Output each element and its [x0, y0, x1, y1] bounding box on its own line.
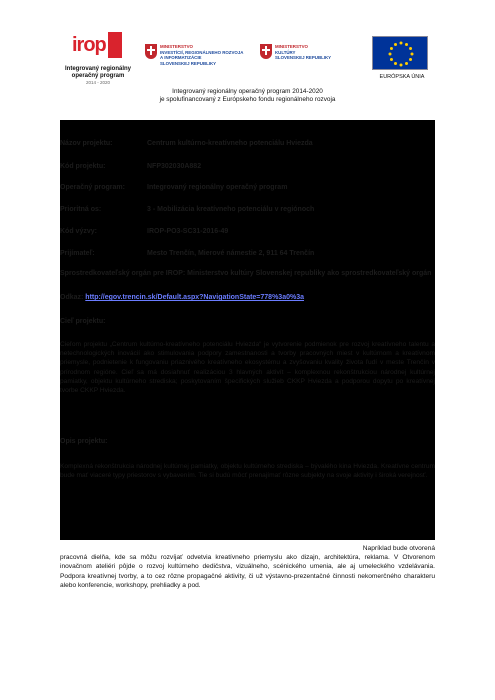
description-text: Komplexná rekonštrukcia národnej kultúrnej pamiatky, objektu kultúrneho strediska – bývalého kina Hviezda. Kreatívne centrum bude mať viaceré typy priestorov s vybavením. Tie si budú môcť prenajímať rôzne subjekty na svoje aktivity i široká verejnosť. [60, 463, 435, 480]
eu-star-icon [389, 53, 392, 56]
project-link[interactable]: http://egov.trencin.sk/Default.aspx?NavigationState=778%3a0%3a [85, 294, 304, 301]
field-label-project-name: Názov projektu: [60, 140, 113, 147]
eu-star-icon [390, 47, 393, 50]
field-label-program: Operačný program: [60, 184, 125, 191]
eu-star-icon [394, 43, 397, 46]
irop-mark [62, 30, 134, 60]
ministry1-line3: A INFORMATIZÁCIE [160, 55, 202, 60]
irop-logo [62, 30, 134, 85]
eu-flag-icon [372, 36, 428, 70]
ministry1-line1: MINISTERSTVO [160, 44, 193, 49]
cofinancing-line1: Integrovaný regionálny operačný program 2014-2020 [172, 88, 323, 95]
goal-heading: Cieľ projektu: [60, 318, 106, 325]
logo-strip [62, 30, 437, 92]
field-label-project-code: Kód projektu: [60, 163, 106, 170]
field-value-program: Integrovaný regionálny operačný program [147, 184, 288, 191]
field-value-priority-axis: 3 - Mobilizácia kreatívneho potenciálu v regiónoch [147, 206, 315, 213]
eu-star-icon [390, 58, 393, 61]
link-label: Odkaz: [60, 294, 84, 301]
description-heading: Opis projektu: [60, 438, 108, 445]
irop-name-line2: operačný program [71, 73, 125, 79]
slovak-crest-icon [145, 44, 157, 59]
eu-star-icon [409, 58, 412, 61]
link-row [60, 294, 304, 301]
ministry2-line3: SLOVENSKEJ REPUBLIKY [275, 55, 332, 60]
field-value-call-code: IROP-PO3-SC31-2016-49 [147, 228, 229, 235]
irop-name-line1: Integrovaný regionálny [64, 66, 131, 72]
cofinancing-note [0, 88, 495, 104]
ministry1-line4: SLOVENSKEJ REPUBLIKY [160, 60, 217, 66]
eu-star-icon [411, 53, 414, 56]
irop-years: 2014 - 2020 [85, 80, 111, 85]
managing-body: Sprostredkovateľský orgán pre IROP: Ministerstvo kultúry Slovenskej republiky ako sprostredkovateľský orgán [60, 270, 432, 277]
eu-logo [372, 36, 432, 80]
eu-stars-icon [373, 37, 429, 71]
goal-text: Cieľom projektu „Centrum kultúrno-kreatívneho potenciálu Hviezda“ je vytvorenie podmienok pre rozvoj kreatívneho talentu a netechnologických inovácií ako stimulovania podpory zamestnanosti a tvorby pracovných miest v kultúrnom a kreatívnom priemysle, podnietenie k fungovaniu priaznivého kreatívneho ekosystému a zvyšovaniu kvality života ľudí v meste Trenčín v prírodnom regióne. Cieľ sa má dosiahnuť realizáciou 3 hlavných aktivít – komplexnou rekonštrukciou národnej kultúrnej pamiatky, objektu kultúrneho strediska; poskytovaním špecifických služieb CKKP Hviezda a podporou dopytu po kreatívnej tvorbe CKKP Hviezda. [60, 341, 435, 395]
field-value-project-name: Centrum kultúrno-kreatívneho potenciálu Hviezda [147, 140, 313, 147]
trailing-text: pracovná dielňa, kde sa môžu rozvíjať odvetvia kreatívneho priemyslu ako dizajn, architektúra, reklama. V Otvorenom inovačnom ateliéri pôjde o rozvoj kultúrneho dedičstva, vizuálneho, scénického umenia, ale aj umeleckého vzdelávania. Podpora kreatívnej tvorby, a to cez rôzne propagačné aktivity, či už výstavno-prezentačné činnosti nekomerčného charakteru alebo konferencie, workshopy, prehliadky a pod. [60, 554, 435, 589]
eu-star-icon [400, 64, 403, 67]
eu-star-icon [394, 62, 397, 65]
ministry2-line2: KULTÚRY [275, 49, 296, 55]
ministry2-line1: MINISTERSTVO [275, 44, 308, 49]
irop-square-icon [108, 32, 122, 58]
eu-star-icon [405, 43, 408, 46]
eu-star-icon [405, 62, 408, 65]
slovak-crest-icon [260, 44, 272, 59]
eu-star-icon [400, 42, 403, 45]
ministry-culture-name [275, 44, 331, 61]
ministry1-line2: INVESTÍCIÍ, REGIONÁLNEHO ROZVOJA [160, 49, 244, 55]
eu-star-icon [409, 47, 412, 50]
eu-label: EURÓPSKA ÚNIA [379, 74, 425, 80]
irop-name [62, 66, 134, 80]
irop-logo-word: irop [72, 33, 106, 56]
ministry-investment-name [160, 44, 243, 66]
field-label-beneficiary: Prijímateľ: [60, 250, 95, 257]
ministry-culture-logo [260, 44, 331, 61]
trailing-lead: Napríklad bude otvorená [362, 545, 435, 552]
field-value-beneficiary: Mesto Trenčín, Mierové námestie 2, 911 64 Trenčín [147, 250, 315, 257]
field-value-project-code: NFP302030A882 [147, 163, 202, 170]
trailing-paragraph [60, 544, 435, 590]
ministry-investment-logo [145, 44, 243, 66]
field-label-call-code: Kód výzvy: [60, 228, 97, 235]
cofinancing-line2: je spolufinancovaný z Európskeho fondu regionálneho rozvoja [159, 96, 336, 103]
field-label-priority-axis: Prioritná os: [60, 206, 102, 213]
